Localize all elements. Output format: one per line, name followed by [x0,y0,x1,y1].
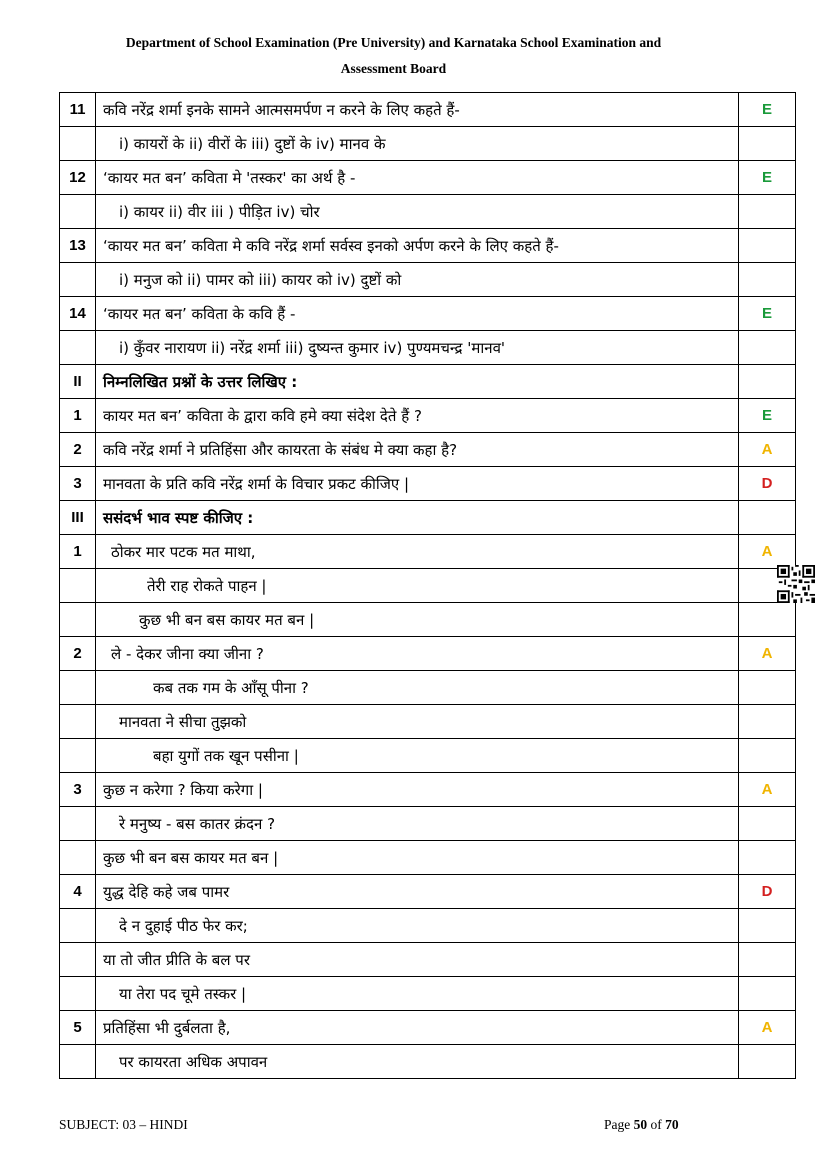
table-row [60,875,796,909]
question-text: कुछ भी बन बस कायर मत बन | [139,610,315,629]
question-text: कवि नरेंद्र शर्मा इनके सामने आत्मसमर्पण न करने के लिए कहते हैं- [103,100,460,119]
difficulty-level: E [739,297,796,331]
question-text-cell [96,705,739,739]
question-text-cell [96,1011,739,1045]
table-row [60,195,796,229]
question-number [60,263,96,297]
question-number: 3 [60,773,96,807]
difficulty-level: E [739,399,796,433]
table-row [60,909,796,943]
question-number [60,977,96,1011]
question-text: तेरी राह रोकते पाहन | [147,576,267,595]
difficulty-level: D [739,467,796,501]
question-number: 3 [60,467,96,501]
table-row [60,807,796,841]
difficulty-level [739,909,796,943]
question-text-cell [96,807,739,841]
question-number: 1 [60,399,96,433]
question-number: 13 [60,229,96,263]
table-row [60,841,796,875]
footer-subject: SUBJECT: 03 – HINDI [59,1117,188,1132]
question-number: 5 [60,1011,96,1045]
table-row [60,705,796,739]
difficulty-level [739,1045,796,1079]
question-text-cell [96,433,739,467]
question-number: 4 [60,875,96,909]
question-text: i) कायर ii) वीर iii ) पीड़ित iv) चोर [119,202,320,221]
table-row [60,399,796,433]
question-text-cell [96,467,739,501]
question-text: या तेरा पद चूमे तस्कर | [119,984,247,1003]
question-number [60,331,96,365]
question-text-cell [96,93,739,127]
question-text-cell [96,569,739,603]
question-text: मानवता के प्रति कवि नरेंद्र शर्मा के विचार प्रकट कीजिए | [103,474,410,493]
difficulty-level [739,127,796,161]
question-text-cell [96,909,739,943]
table-row [60,943,796,977]
page-prefix: Page [604,1117,631,1132]
question-number: 14 [60,297,96,331]
difficulty-level: A [739,433,796,467]
question-number: II [60,365,96,399]
question-text-cell [96,297,739,331]
question-text-cell [96,535,739,569]
table-row [60,569,796,603]
header-line-2: Assessment Board [340,61,447,76]
question-text: कुछ भी बन बस कायर मत बन | [103,848,279,867]
question-text-cell [96,127,739,161]
question-text: i) कायरों के ii) वीरों के iii) दुष्टों के iv) मानव के [119,134,386,153]
difficulty-level [739,977,796,1011]
question-text: कब तक गम के आँसू पीना ? [153,678,309,697]
footer-page-number [604,1117,679,1133]
table-row [60,433,796,467]
question-text-cell [96,1045,739,1079]
table-row [60,93,796,127]
question-text-cell [96,365,739,399]
question-text: कवि नरेंद्र शर्मा ने प्रतिहिंसा और कायरता के संबंध मे क्या कहा है? [103,440,458,459]
header-line-1: Department of School Examination (Pre University) and Karnataka School Examination and [125,35,662,50]
question-text-cell [96,875,739,909]
table-row [60,637,796,671]
difficulty-level [739,263,796,297]
question-number: 2 [60,637,96,671]
table-row [60,1045,796,1079]
question-text-cell [96,229,739,263]
question-text: या तो जीत प्रीति के बल पर [103,950,250,969]
question-text: ‘कायर मत बन’ कविता के कवि हैं - [103,304,296,323]
difficulty-level [739,943,796,977]
question-text-cell [96,331,739,365]
qr-code-icon [777,565,815,603]
question-number [60,1045,96,1079]
difficulty-level [739,365,796,399]
question-text: पर कायरता अधिक अपावन [119,1052,268,1071]
question-number: 12 [60,161,96,195]
difficulty-level [739,331,796,365]
question-number [60,807,96,841]
page-current: 50 [633,1117,648,1132]
question-text-cell [96,501,739,535]
table-row [60,739,796,773]
question-number: 2 [60,433,96,467]
question-text-cell [96,977,739,1011]
question-text-cell [96,773,739,807]
question-text: ‘कायर मत बन’ कविता मे 'तस्कर' का अर्थ है - [103,168,356,187]
question-number [60,127,96,161]
question-text: कुछ न करेगा ? किया करेगा | [103,780,263,799]
question-number [60,909,96,943]
question-text: ‘कायर मत बन’ कविता मे कवि नरेंद्र शर्मा सर्वस्व इनको अर्पण करने के लिए कहते हैं- [103,236,559,255]
question-text-cell [96,161,739,195]
table-row [60,263,796,297]
table-row [60,535,796,569]
difficulty-level [739,501,796,535]
table-row [60,671,796,705]
table-row [60,603,796,637]
question-text: i) मनुज को ii) पामर को iii) कायर को iv) दुष्टों को [119,270,402,289]
difficulty-level [739,705,796,739]
difficulty-level: A [739,773,796,807]
question-text-cell [96,671,739,705]
table-row [60,229,796,263]
table-row [60,977,796,1011]
question-text: युद्ध देहि कहे जब पामर [103,882,230,901]
question-text: रे मनुष्य - बस कातर क्रंदन ? [119,814,276,833]
question-number [60,705,96,739]
question-number: III [60,501,96,535]
difficulty-level [739,603,796,637]
difficulty-level [739,229,796,263]
question-text: i) कुँवर नारायण ii) नरेंद्र शर्मा iii) दुष्यन्त कुमार iv) पुण्यमचन्द्र 'मानव' [119,338,506,357]
question-text-cell [96,603,739,637]
question-text: कायर मत बन’ कविता के द्वारा कवि हमे क्या संदेश देते हैं ? [103,406,422,425]
question-text-cell [96,943,739,977]
table-row [60,127,796,161]
question-text: दे न दुहाई पीठ फेर कर; [119,916,248,935]
question-number: 1 [60,535,96,569]
question-number: 11 [60,93,96,127]
question-number [60,739,96,773]
table-row [60,297,796,331]
difficulty-level: D [739,875,796,909]
question-text-cell [96,195,739,229]
question-text: मानवता ने सीचा तुझको [119,712,247,731]
table-row [60,1011,796,1045]
difficulty-level: E [739,93,796,127]
table-row [60,501,796,535]
difficulty-level [739,807,796,841]
question-number [60,195,96,229]
table-row [60,161,796,195]
question-number [60,603,96,637]
difficulty-level [739,739,796,773]
question-text-cell [96,399,739,433]
question-text: ठोकर मार पटक मत माथा, [111,542,256,561]
question-text: निम्नलिखित प्रश्नों के उत्तर लिखिए : [103,372,298,391]
question-table [59,92,796,1079]
question-text: ले - देकर जीना क्या जीना ? [111,644,264,663]
question-text: प्रतिहिंसा भी दुर्बलता है, [103,1018,231,1037]
difficulty-level: A [739,1011,796,1045]
table-row [60,331,796,365]
difficulty-level: E [739,161,796,195]
question-text-cell [96,841,739,875]
difficulty-level: A [739,535,796,569]
question-number [60,569,96,603]
table-row [60,467,796,501]
document-header [0,30,787,82]
question-text-cell [96,739,739,773]
question-text-cell [96,263,739,297]
page-total: 70 [665,1117,679,1132]
question-text: ससंदर्भ भाव स्पष्ट कीजिए : [103,508,254,527]
difficulty-level [739,841,796,875]
question-number [60,671,96,705]
difficulty-level [739,671,796,705]
difficulty-level: A [739,637,796,671]
question-text-cell [96,637,739,671]
question-text: बहा युगों तक खून पसीना | [153,746,299,765]
table-row [60,365,796,399]
question-number [60,841,96,875]
question-number [60,943,96,977]
page-of: of [650,1117,662,1132]
difficulty-level [739,195,796,229]
table-row [60,773,796,807]
